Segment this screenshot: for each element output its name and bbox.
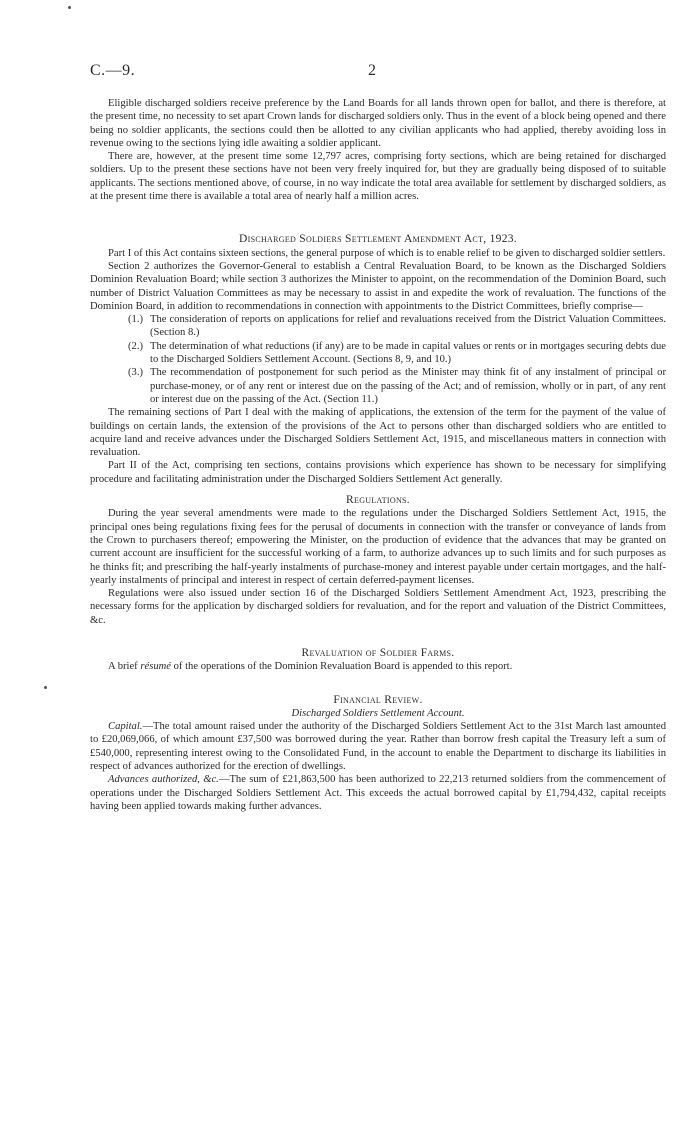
advances-text: —The sum of £21,863,500 has been authorized to 22,213 returned soldiers from the commencement of operations under the Discharged Soldiers Settlement Act. This exceeds the actual borrowed capital by £1,794,432, capital receipts having been applied towards making further advances.	[90, 774, 667, 812]
paragraph-capital	[90, 720, 666, 773]
paragraph-amendments: During the year several amendments were made to the regulations under the Discharged Soldiers Settlement Act, 1915, the principal ones being regulations fixing fees for the perusal of documents in connection with the transfer or conveyance of lands from the Crown to purchasers thereof; empowering the Minister, on the production of evidence that the advances that may be granted on current account are insufficient for the successful working of a farm, to authorize advances up to such limits and for such purposes as he thinks fit; and prescribing the half-yearly instalments of purchase-money and interest payable under certain mortgages, and the half-yearly instalments of principal and interest in respect of certain deferred-payment licenses.	[90, 508, 666, 586]
list-item	[90, 340, 666, 367]
list-item-text: The recommendation of postponement for such period as the Minister may think fit of any instalment of principal or purchase-money, or of any rent or interest due on the passing of the Act; and of remission, wholly or in part, of any rent or interest due on the passing of the Act. (Section 11.)	[150, 367, 666, 405]
document-body	[90, 97, 666, 813]
heading-amendment-act: Discharged Soldiers Settlement Amendment Act, 1923.	[239, 233, 517, 246]
capital-text: —The total amount raised under the authority of the Discharged Soldiers Settlement Act to the 31st March last amounted to £20,069,066, of which amount £37,500 was borrowed during the year. Rather than borrow fresh capital the Treasury left a sum of £540,000, representing interest owing to the Consolidated Fund, in the account to enable the Department to discharge its liabilities in respect of advances authorized for the erection of dwellings.	[90, 721, 666, 773]
paragraph-regulations-issued: Regulations were also issued under section 16 of the Discharged Soldiers Settlement Amendment Act, 1923, prescribing the necessary forms for the application by discharged soldiers for revaluation, and for the report and valuation of the District Committees, &c.	[90, 588, 666, 626]
paragraph-retained-acres: There are, however, at the present time some 12,797 acres, comprising forty sections, which are being retained for discharged soldiers. Up to the present these sections have not been very freely inquired for, but they are gradually being disposed of to suitable applicants. The sections mentioned above, of course, in no way indicate the total area available for settlement by discharged soldiers, as at the present time there is available a total area of nearly half a million acres.	[90, 151, 666, 203]
list-item-text: The consideration of reports on applications for relief and revaluations received from the District Valuation Committees. (Section 8.)	[150, 314, 666, 339]
page-number: 2	[368, 62, 376, 79]
list-item-number: (2.)	[128, 340, 144, 352]
page-header	[90, 62, 670, 82]
paragraph-part-one: Part I of this Act contains sixteen sections, the general purpose of which is to enable relief to be given to discharged soldier settlers.	[108, 247, 666, 259]
list-item-number: (3.)	[128, 367, 144, 379]
resume-text-pre: A brief	[108, 661, 141, 673]
resume-text-post: of the operations of the Dominion Revaluation Board is appended to this report.	[170, 661, 513, 673]
list-item	[90, 366, 666, 406]
document-reference: C.—9.	[90, 62, 136, 79]
paragraph-soldier-preference: Eligible discharged soldiers receive preference by the Land Boards for all lands thrown open for ballot, and there is therefore, at the present time, no necessity to set apart Crown lands for discharged soldiers only. Thus in the event of a block being opened and there being no soldier applicants, the sections could then be allotted to any civilian applicants who had applied, thereby avoiding loss in revenue owing to the sections lying idle awaiting a soldier applicant.	[90, 98, 666, 149]
heading-regulations: Regulations.	[346, 494, 410, 507]
heading-revaluation: Revaluation of Soldier Farms.	[301, 646, 455, 659]
list-item-text: The determination of what reductions (if any) are to be made in capital values or rents or in mortgages securing debts due to the Discharged Soldiers Settlement Account. (Sections 8, 9, and 10.)	[150, 340, 666, 366]
list-item	[90, 313, 666, 340]
list-item-number: (1.)	[128, 314, 144, 326]
advances-lead: Advances authorized, &c.	[108, 774, 219, 786]
paragraph-remaining-sections: The remaining sections of Part I deal with the making of applications, the extension of the term for the payment of the value of buildings on certain lands, the extension of the provisions of the Act to persons other than discharged soldiers who are entitled to acquire land and receive advances under the Discharged Soldiers Settlement Act, 1915, and miscellaneous matters in connection with revaluation.	[90, 407, 666, 459]
paragraph-part-two: Part II of the Act, comprising ten sections, contains provisions which experience has shown to be necessary for simplifying procedure and facilitating administration under the Discharged Soldiers Settlement Act generally.	[90, 460, 666, 485]
paragraph-advances	[90, 773, 666, 813]
print-speck	[68, 6, 71, 9]
resume-term: résumé	[140, 661, 171, 673]
paragraph-section-two: Section 2 authorizes the Governor-General to establish a Central Revaluation Board, to be known as the Discharged Soldiers Dominion Revaluation Board; while section 3 authorizes the Minister to appoint, on the recommendation of the Dominion Board, such number of District Valuation Committees as may be necessary to assist in and expedite the work of revaluation. The functions of the Dominion Board, in addition to recommendations in connection with appointments to the District Committees, briefly comprise—	[90, 260, 666, 312]
subheading-settlement-account: Discharged Soldiers Settlement Account.	[291, 707, 465, 719]
capital-lead: Capital.	[108, 721, 143, 733]
print-speck	[44, 686, 47, 689]
paragraph-resume	[90, 660, 666, 673]
heading-financial-review: Financial Review.	[333, 693, 423, 706]
